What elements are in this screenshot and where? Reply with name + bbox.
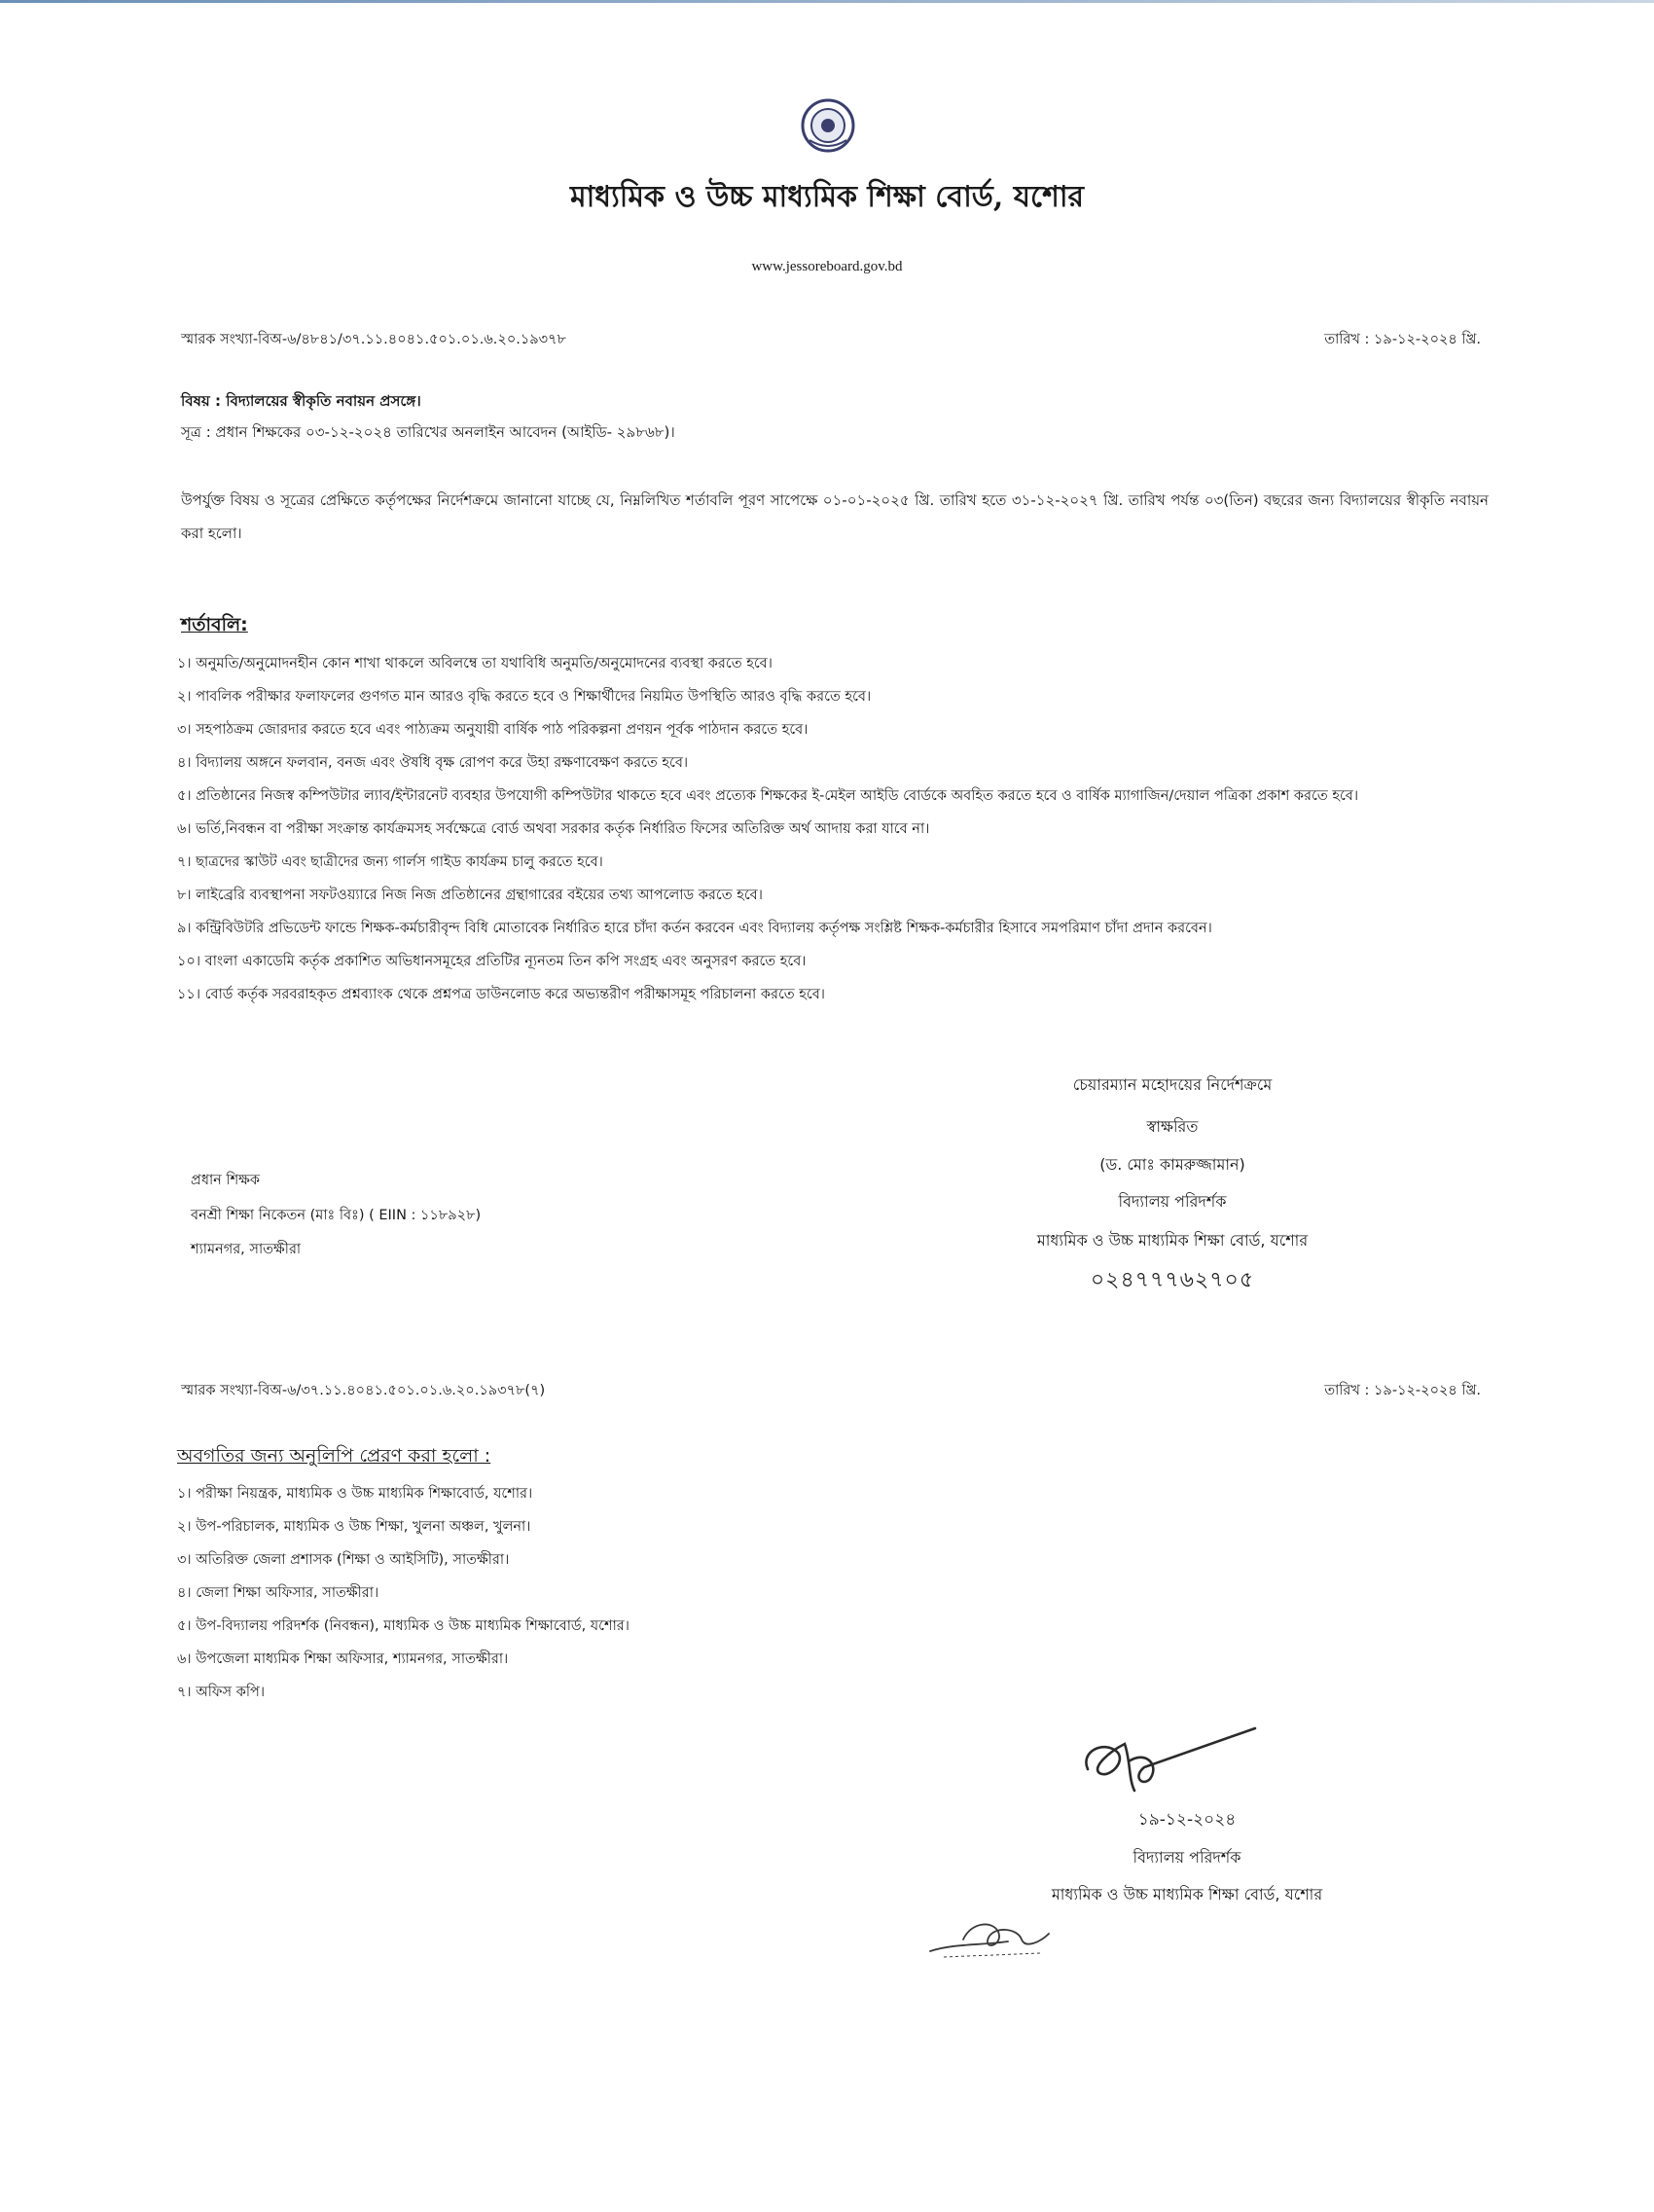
authority-designation: বিদ্যালয় পরিদর্শক	[1118, 1192, 1227, 1211]
copies-heading: অবগতির জন্য অনুলিপি প্রেরণ করা হলো :	[177, 1445, 491, 1467]
authority-order-line: চেয়ারম্যান মহোদয়ের নির্দেশক্রমে	[1072, 1075, 1273, 1094]
initials-signature	[924, 1912, 1070, 1966]
condition-item: ৫। প্রতিষ্ঠানের নিজস্ব কম্পিউটার ল্যাব/ইন্টারনেট ব্যবহার উপযোগী কম্পিউটার থাকতে হবে এবং প্রত্যেক শিক্ষকের ই-মেইল আইডি বোর্ডকে অবহিত করতে হবে ও বার্ষিক ম্যাগাজিন/দেয়াল পত্রিকা প্রকাশ করতে হবে।	[177, 788, 1359, 804]
condition-item: ৮। লাইব্রেরি ব্যবস্থাপনা সফটওয়্যারে নিজ নিজ প্রতিষ্ঠানের গ্রন্থাগারের বইয়ের তথ্য আপলোড করতে হবে।	[177, 888, 763, 903]
addressee-title: প্রধান শিক্ষক	[191, 1173, 261, 1188]
condition-item: ২। পাবলিক পরীক্ষার ফলাফলের গুণগত মান আরও বৃদ্ধি করতে হবে ও শিক্ষার্থীদের নিয়মিত উপস্থিতি আরও বৃদ্ধি করতে হবে।	[177, 689, 872, 705]
board-seal-logo	[800, 97, 856, 154]
copy-item: ৭। অফিস কপি।	[177, 1685, 266, 1700]
addressee-school: বনশ্রী শিক্ষা নিকেতন (মাঃ বিঃ) ( EIIN : ১১৮৯২৮)	[191, 1208, 482, 1223]
conditions-heading: শর্তাবলি:	[181, 614, 248, 635]
handwritten-signature	[1070, 1722, 1265, 1800]
authority-name: (ড. মোঃ কামরুজ্জামান)	[1099, 1155, 1245, 1174]
copy-item: ২। উপ-পরিচালক, মাধ্যমিক ও উচ্চ শিক্ষা, খুলনা অঞ্চল, খুলনা।	[177, 1519, 531, 1535]
authority-office: মাধ্যমিক ও উচ্চ মাধ্যমিক শিক্ষা বোর্ড, যশোর	[1036, 1231, 1309, 1250]
reference-line: সূত্র : প্রধান শিক্ষকের ০৩-১২-২০২৪ তারিখের অনলাইন আবেদন (আইডি- ২৯৮৬৮)।	[181, 423, 675, 441]
intro-paragraph: উপর্যুক্ত বিষয় ও সূত্রের প্রেক্ষিতে কর্তৃপক্ষের নির্দেশক্রমে জানানো যাচ্ছে যে, নিম্নলিখিত শর্তাবলি পূরণ সাপেক্ষে ০১-০১-২০২৫ খ্রি. তারিখ হতে ৩১-১২-২০২৭ খ্রি. তারিখ পর্যন্ত ০৩(তিন) বছরের জন্য বিদ্যালয়ের স্বীকৃতি নবায়ন করা হলো।	[181, 491, 1489, 542]
conditions-list	[177, 647, 1489, 1011]
memo-date: তারিখ : ১৯-১২-২০২৪ খ্রি.	[1324, 332, 1481, 347]
memo2-date: তারিখ : ১৯-১২-২০২৪ খ্রি.	[1324, 1383, 1481, 1398]
board-title: মাধ্যমিক ও উচ্চ মাধ্যমিক শিক্ষা বোর্ড, যশোর	[569, 180, 1085, 214]
condition-item: ৬। ভর্তি,নিবন্ধন বা পরীক্ষা সংক্রান্ত কার্যক্রমসহ সর্বক্ষেত্রে বোর্ড অথবা সরকার কর্তৃক নির্ধারিত ফিসের অতিরিক্ত অর্থ আদায় করা যাবে না।	[177, 821, 930, 837]
copies-list	[177, 1477, 629, 1709]
condition-item: ৭। ছাত্রদের স্কাউট এবং ছাত্রীদের জন্য গার্লস গাইড কার্যক্রম চালু করতে হবে।	[177, 854, 603, 870]
addressee-location: শ্যামনগর, সাতক্ষীরা	[191, 1242, 302, 1257]
condition-item: ৪। বিদ্যালয় অঙ্গনে ফলবান, বনজ এবং ঔষধি বৃক্ষ রোপণ করে উহা রক্ষণাবেক্ষণ করতে হবে।	[177, 755, 689, 771]
website-link[interactable]: www.jessoreboard.gov.bd	[751, 259, 903, 274]
copy-item: ৩। অতিরিক্ত জেলা প্রশাসক (শিক্ষা ও আইসিটি), সাতক্ষীরা।	[177, 1552, 510, 1568]
footer-date: ১৯-১২-২০২৪	[1137, 1810, 1237, 1830]
footer-designation: বিদ্যালয় পরিদর্শক	[1133, 1848, 1241, 1867]
condition-item: ১০। বাংলা একাডেমি কর্তৃক প্রকাশিত অভিধানসমূহের প্রতিটির ন্যূনতম তিন কপি সংগ্রহ এবং অনুসরণ করতে হবে।	[177, 954, 807, 969]
copy-item: ১। পরীক্ষা নিয়ন্ত্রক, মাধ্যমিক ও উচ্চ মাধ্যমিক শিক্ষাবোর্ড, যশোর।	[177, 1486, 533, 1502]
condition-item: ১। অনুমতি/অনুমোদনহীন কোন শাখা থাকলে অবিলম্বে তা যথাবিধি অনুমতি/অনুমোদনের ব্যবস্থা করতে হবে।	[177, 656, 773, 671]
memo-number: স্মারক সংখ্যা-বিঅ-৬/৪৮৪১/৩৭.১১.৪০৪১.৫০১.০১.৬.২০.১৯৩৭৮	[181, 332, 566, 347]
condition-item: ৩। সহপাঠক্রম জোরদার করতে হবে এবং পাঠ্যক্রম অনুযায়ী বার্ষিক পাঠ পরিকল্পনা প্রণয়ন পূর্বক পাঠদান করতে হবে।	[177, 722, 809, 738]
copy-item: ৪। জেলা শিক্ষা অফিসার, সাতক্ষীরা।	[177, 1585, 379, 1601]
copy-item: ৬। উপজেলা মাধ্যমিক শিক্ষা অফিসার, শ্যামনগর, সাতক্ষীরা।	[177, 1651, 509, 1667]
scan-edge	[0, 0, 1654, 3]
subject-line: বিষয় : বিদ্যালয়ের স্বীকৃতি নবায়ন প্রসঙ্গে।	[181, 392, 421, 410]
memo2-number: স্মারক সংখ্যা-বিঅ-৬/৩৭.১১.৪০৪১.৫০১.০১.৬.২০.১৯৩৭৮(৭)	[181, 1383, 546, 1398]
copy-item: ৫। উপ-বিদ্যালয় পরিদর্শক (নিবন্ধন), মাধ্যমিক ও উচ্চ মাধ্যমিক শিক্ষাবোর্ড, যশোর।	[177, 1618, 629, 1634]
authority-phone: ০২৪৭৭৭৬২৭০৫	[1090, 1268, 1255, 1292]
condition-item: ৯। কন্ট্রিবিউটরি প্রভিডেন্ট ফান্ডে শিক্ষক-কর্মচারীবৃন্দ বিধি মোতাবেক নির্ধারিত হারে চাঁদা কর্তন করবেন এবং বিদ্যালয় কর্তৃপক্ষ সংশ্লিষ্ট শিক্ষক-কর্মচারীর হিসাবে সমপরিমাণ চাঁদা প্রদান করবেন।	[177, 921, 1212, 936]
footer-office: মাধ্যমিক ও উচ্চ মাধ্যমিক শিক্ষা বোর্ড, যশোর	[1051, 1885, 1323, 1904]
condition-item: ১১। বোর্ড কর্তৃক সরবরাহকৃত প্রশ্নব্যাংক থেকে প্রশ্নপত্র ডাউনলোড করে অভ্যন্তরীণ পরীক্ষাসমূহ পরিচালনা করতে হবে।	[177, 987, 825, 1002]
authority-signed: স্বাক্ষরিত	[1146, 1117, 1199, 1136]
